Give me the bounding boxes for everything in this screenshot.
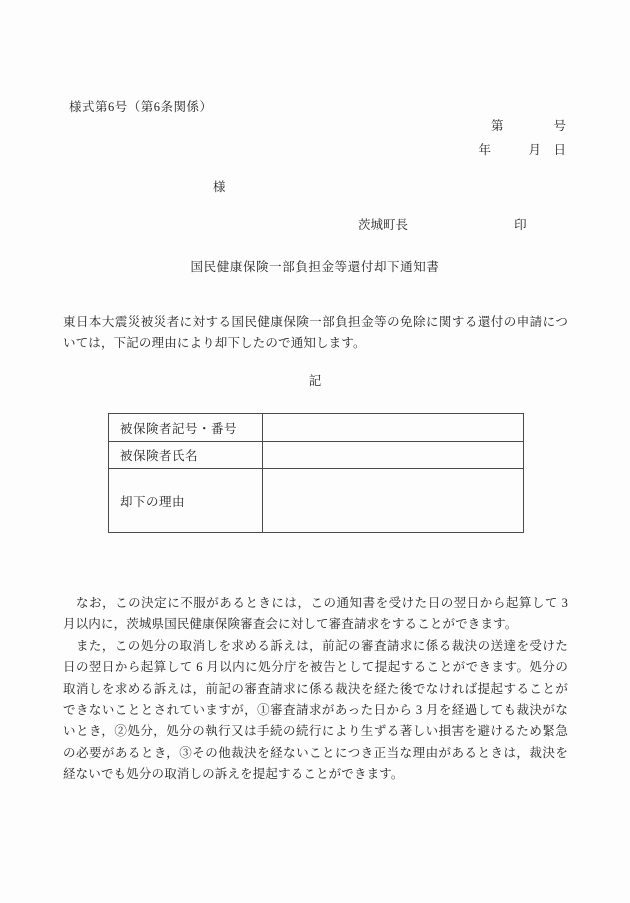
rejection-detail-table: [108, 413, 524, 533]
table-row-insured-name: [109, 442, 524, 469]
row-label: 却下の理由: [109, 469, 263, 533]
form-number: 様式第6号（第6条関係）: [69, 100, 213, 114]
document-number-line: 第 号: [490, 119, 566, 133]
row-label: 被保険者氏名: [109, 442, 263, 469]
appeal-note-paragraph: なお，この決定に不服があるときには，この通知書を受けた日の翌日から起算して 3 月以内に，茨城県国民健康保険審査会に対して審査請求をすることができます。: [63, 596, 568, 632]
issuer-name: 茨城町長: [358, 218, 409, 232]
row-value: [263, 442, 524, 469]
table-row-rejection-reason: [109, 469, 524, 533]
table-row-insured-number: [109, 414, 524, 442]
issuer-line: [358, 215, 527, 233]
lawsuit-note-paragraph: また，この処分の取消しを求める訴えは，前記の審査請求に係る裁決の送達を受けた日の翌日から起算して 6 月以内に処分庁を被告として提起することができます。処分の取消しを求める訴えは，前記の審査請求に係る裁決を経た後でなければ提起することができないこととされていますが，①審査請求があった日から 3 月を経過しても裁決がないとき，②処分，処分の執行又は手続の続行により生ずる著しい損害を避けるため緊急の必要があるとき，③その他裁決を経ないことにつき正当な理由があるときは，裁決を経ないでも処分の取消しの訴えを提起することができます。: [63, 638, 568, 782]
row-value: [263, 414, 524, 442]
notes-block: [63, 593, 568, 786]
record-marker: 記: [308, 374, 322, 388]
addressee-line: [213, 177, 226, 195]
body-paragraph: 東日本大震災被災者に対する国民健康保険一部負担金等の免除に関する還付の申請については，下記の理由により却下したので通知します。: [63, 315, 568, 351]
row-value: [263, 469, 524, 533]
row-label: 被保険者記号・番号: [109, 414, 263, 442]
seal-mark: 印: [514, 218, 527, 232]
date-line: 年 月 日: [478, 143, 566, 157]
addressee-suffix: 様: [213, 180, 226, 194]
document-title: 国民健康保険一部負担金等還付却下通知書: [190, 260, 440, 274]
